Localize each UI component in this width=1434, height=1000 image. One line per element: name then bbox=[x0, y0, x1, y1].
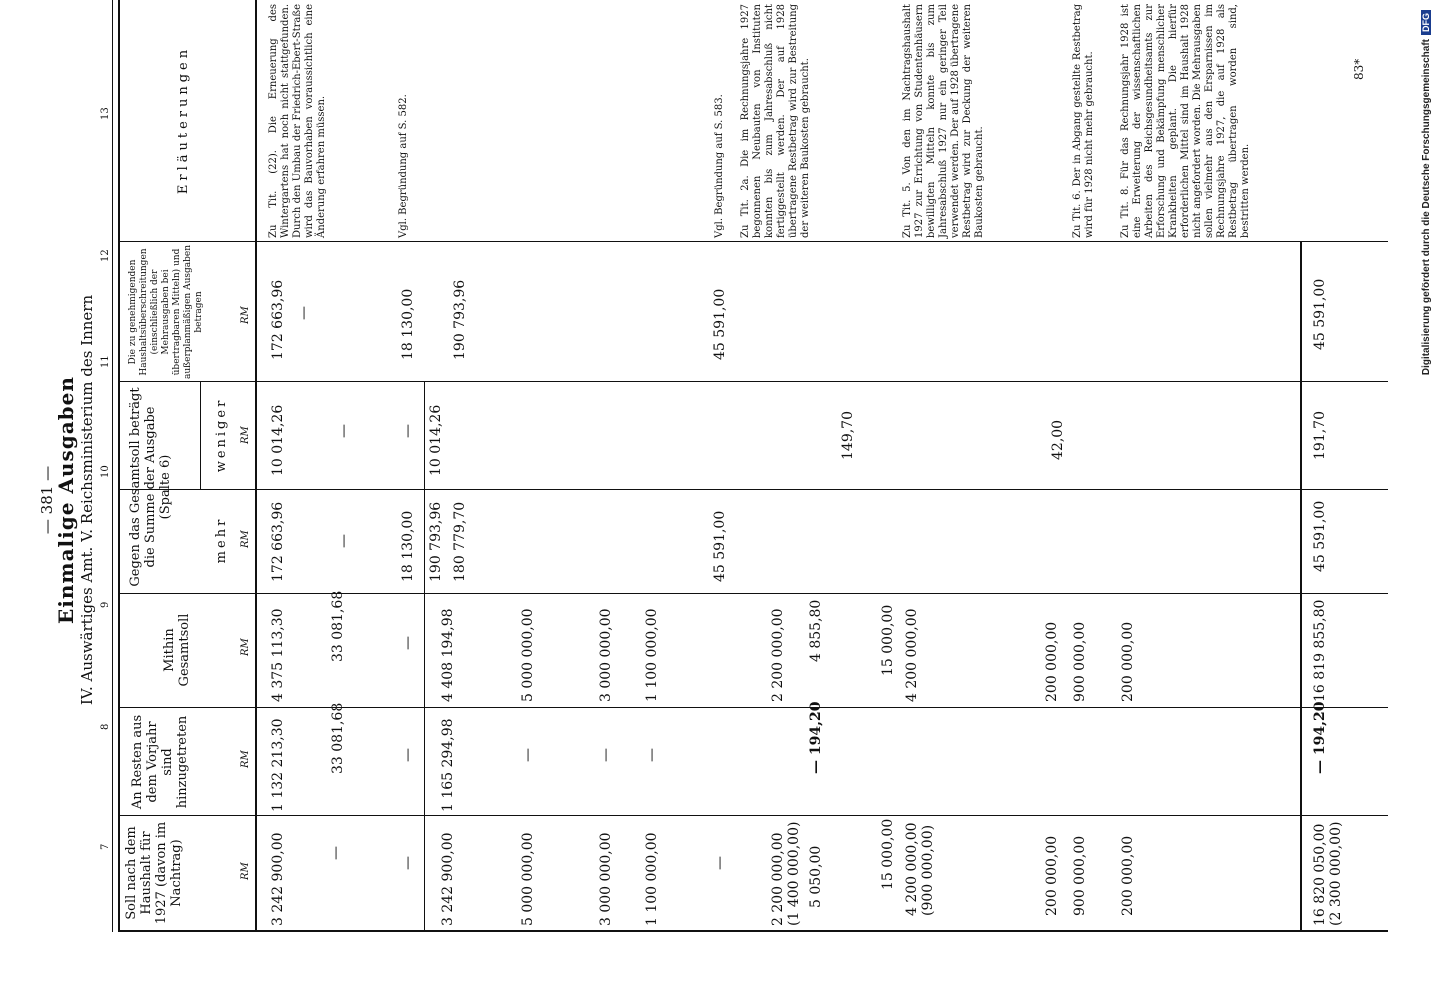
r4-c8-dash: — bbox=[598, 748, 614, 762]
col-num-12: 12 bbox=[100, 249, 111, 262]
r2-c9-dash: — bbox=[400, 636, 416, 650]
r7-c9: 2 200 000,00 bbox=[770, 608, 786, 702]
dfg-watermark-text: Digitalisierung gefördert durch die Deutsche Forschungsgemeinschaft bbox=[1421, 39, 1432, 376]
col-num-10: 10 bbox=[100, 465, 111, 478]
r3-c8-dash: — bbox=[520, 748, 536, 762]
dfg-watermark bbox=[1418, 10, 1434, 990]
r9-c9: 15 000,00 bbox=[880, 604, 896, 676]
page-subtitle: IV. Auswärtiges Amt. V. Reichsministerium des Innern bbox=[78, 294, 96, 706]
page-mark: 83* bbox=[1352, 58, 1366, 80]
r3-c9: 5 000 000,00 bbox=[520, 608, 536, 702]
r1-c9: 4 375 113,30 bbox=[270, 608, 286, 702]
rule-mehr-weniger bbox=[200, 382, 201, 490]
r7-c7a: 2 200 000,00 bbox=[770, 832, 786, 926]
total-c12: 45 591,00 bbox=[1312, 278, 1328, 350]
col10-header: mehr bbox=[214, 516, 229, 564]
col11-header: weniger bbox=[214, 397, 229, 473]
r5-c8-dash: — bbox=[644, 748, 660, 762]
r12-c9: 900 000,00 bbox=[1072, 621, 1088, 702]
r2-c12: 18 130,00 bbox=[400, 288, 416, 360]
col-num-11: 11 bbox=[100, 355, 111, 368]
r2-c7-dash: — bbox=[400, 856, 416, 870]
col-num-7: 7 bbox=[100, 843, 111, 850]
total-c8: — 194,20 bbox=[1312, 701, 1328, 774]
sub1-c10b: 180 779,70 bbox=[452, 501, 468, 582]
note-tit-22: Zu Tit. (22). Die Erneuerung des Wintergartens hat noch nicht stattgefunden. Durch den Umbau der Friedrich-Ebert-Straße wird das Bauvorhaben voraussichtlich eine Änderung erfahren müssen. bbox=[268, 4, 327, 238]
r1-c8: 1 132 213,30 bbox=[270, 718, 286, 812]
r7-c7b: (1 400 000,00) bbox=[786, 821, 802, 926]
r10-c7a: 4 200 000,00 bbox=[904, 822, 920, 916]
page-number: — 381 — bbox=[38, 465, 56, 535]
total-c11: 191,70 bbox=[1312, 411, 1328, 460]
sub1-c12: 190 793,96 bbox=[452, 279, 468, 360]
sub1-c10a: 190 793,96 bbox=[428, 501, 444, 582]
sub1-c11: 10 014,26 bbox=[428, 404, 444, 476]
note-ref-583: Vgl. Begründung auf S. 583. bbox=[714, 94, 725, 238]
r9-c7: 15 000,00 bbox=[880, 818, 896, 890]
unit-col11: RM bbox=[240, 426, 251, 444]
r2-c8-dash: — bbox=[400, 748, 416, 762]
rule-col11-12-top bbox=[118, 381, 200, 382]
r8-c9: 4 855,80 bbox=[808, 599, 824, 662]
r8-c8: — 194,20 bbox=[808, 701, 824, 774]
note-ref-582: Vgl. Begründung auf S. 582. bbox=[398, 94, 409, 238]
dfg-logo-badge: DFG bbox=[1421, 10, 1431, 35]
r13-c9: 200 000,00 bbox=[1120, 621, 1136, 702]
r1-c11: 10 014,26 bbox=[270, 404, 286, 476]
r1b-c11-dash: — bbox=[336, 424, 352, 438]
col8-header: An Resten aus dem Vorjahr sind hinzugetreten bbox=[130, 714, 190, 810]
total-c9: 16 819 855,80 bbox=[1312, 599, 1328, 702]
note-tit-2a: Zu Tit. 2a. Die im Rechnungsjahre 1927 begonnenen Neubauten von Instituten konnten bis zum Jahresabschluß nicht fertiggestellt werden. Der auf 1928 übertragene Restbetrag wird zur Bestreitung der weiteren Baukosten gebraucht. bbox=[740, 4, 811, 238]
r2-c11-dash: — bbox=[400, 424, 416, 438]
col-num-9: 9 bbox=[100, 601, 111, 608]
unit-col9: RM bbox=[240, 638, 251, 656]
rule-col10-11 bbox=[118, 489, 1388, 490]
r1b-c9: 33 081,68 bbox=[330, 590, 346, 662]
r8-c11: 149,70 bbox=[840, 411, 856, 460]
r12-c7: 900 000,00 bbox=[1072, 835, 1088, 916]
unit-col10: RM bbox=[240, 530, 251, 548]
total-c7a: 16 820 050,00 bbox=[1312, 823, 1328, 926]
r4-c9: 3 000 000,00 bbox=[598, 608, 614, 702]
rule-total bbox=[1300, 242, 1302, 932]
r1b-c8: 33 081,68 bbox=[330, 702, 346, 774]
col12-header: Die zu genehmigenden Haushaltsüberschreitungen (einschließlich der Mehrausgaben bei übertragbaren Mitteln) und außerplanmäßigen Ausgaben betragen bbox=[128, 244, 204, 380]
r10-c9: 4 200 000,00 bbox=[904, 608, 920, 702]
col7-header: Soll nach dem Haushalt für 1927 (davon im Nachtrag) bbox=[124, 821, 184, 925]
page-title: Einmalige Ausgaben bbox=[54, 376, 78, 624]
rule-header-bottom bbox=[255, 0, 257, 932]
r5-c7: 1 100 000,00 bbox=[644, 832, 660, 926]
col9-header: Mithin Gesamtsoll bbox=[162, 613, 192, 687]
r6-c12: 45 591,00 bbox=[712, 288, 728, 360]
rule-col8-9 bbox=[118, 707, 1388, 708]
r2-c10: 18 130,00 bbox=[400, 510, 416, 582]
col13-header: Erläuterungen bbox=[176, 45, 191, 195]
r4-c7: 3 000 000,00 bbox=[598, 832, 614, 926]
sub1-c7: 3 242 900,00 bbox=[440, 832, 456, 926]
r11-c11: 42,00 bbox=[1050, 419, 1066, 460]
r3-c7: 5 000 000,00 bbox=[520, 832, 536, 926]
rule-col11-12 bbox=[200, 381, 1388, 382]
sub1-c8: 1 165 294,98 bbox=[440, 718, 456, 812]
total-c10: 45 591,00 bbox=[1312, 500, 1328, 572]
r11-c7: 200 000,00 bbox=[1044, 835, 1060, 916]
rule-left bbox=[118, 930, 1388, 932]
r1b-c10-dash: — bbox=[336, 534, 352, 548]
sub1-c9: 4 408 194,98 bbox=[440, 608, 456, 702]
r8-c7: 5 050,00 bbox=[808, 845, 824, 908]
col-num-8: 8 bbox=[100, 723, 111, 730]
total-c7b: (2 300 000,00) bbox=[1328, 821, 1344, 926]
note-tit-8: Zu Tit. 8. Für das Rechnungsjahr 1928 ist eine Erweiterung der wissenschaftlichen Arbeiten des Reichsgesundheitsamts zur Erforschung und Bekämpfung menschlicher Krankheiten geplant. Die hierfür erforderlichen Mittel sind im Haushalt 1928 nicht angefordert worden. Die Mehrausgaben sollen vielmehr aus den Ersparnissen im Rechnungsjahre 1927, die auf 1928 als Restbetrag übertragen worden sind, bestritten werden. bbox=[1120, 4, 1251, 238]
r10-c7b: (900 000,00) bbox=[920, 824, 936, 916]
col10-11-group-header: Gegen das Gesamtsoll beträgt die Summe der Ausgabe (Spalte 6) bbox=[128, 387, 173, 587]
unit-col8: RM bbox=[240, 750, 251, 768]
r1-c7: 3 242 900,00 bbox=[270, 832, 286, 926]
r6-c10: 45 591,00 bbox=[712, 510, 728, 582]
rule-subtotal bbox=[424, 382, 425, 930]
unit-col12: RM bbox=[240, 306, 251, 324]
r1-c10: 172 663,96 bbox=[270, 501, 286, 582]
note-tit-5: Zu Tit. 5. Von den im Nachtragshaushalt 1927 zur Errichtung von Studentenhäusern bewilligten Mitteln konnte bis zum Jahresabschluß 1927 nur ein geringer Teil verwendet werden. Der auf 1928 übertragene Restbetrag wird zur Deckung der weiteren Baukosten gebraucht. bbox=[902, 4, 985, 238]
r6-c7-dash: — bbox=[712, 856, 728, 870]
col-num-13: 13 bbox=[100, 107, 111, 120]
r11-c9: 200 000,00 bbox=[1044, 621, 1060, 702]
note-tit-6: Zu Tit. 6. Der in Abgang gestellte Restbetrag wird für 1928 nicht mehr gebraucht. bbox=[1072, 4, 1095, 238]
r13-c7: 200 000,00 bbox=[1120, 835, 1136, 916]
rule-top bbox=[112, 0, 113, 932]
rule-col12-13 bbox=[118, 241, 1388, 242]
r5-c9: 1 100 000,00 bbox=[644, 608, 660, 702]
r1b-c12-dash: — bbox=[296, 306, 312, 320]
r1-c12: 172 663,96 bbox=[270, 279, 286, 360]
rule-col9-10 bbox=[118, 593, 1388, 594]
unit-col7: RM bbox=[240, 862, 251, 880]
rule-col7-8 bbox=[118, 815, 1388, 816]
rule-header-top bbox=[118, 0, 120, 932]
r1b-c7-dash: — bbox=[328, 846, 344, 860]
